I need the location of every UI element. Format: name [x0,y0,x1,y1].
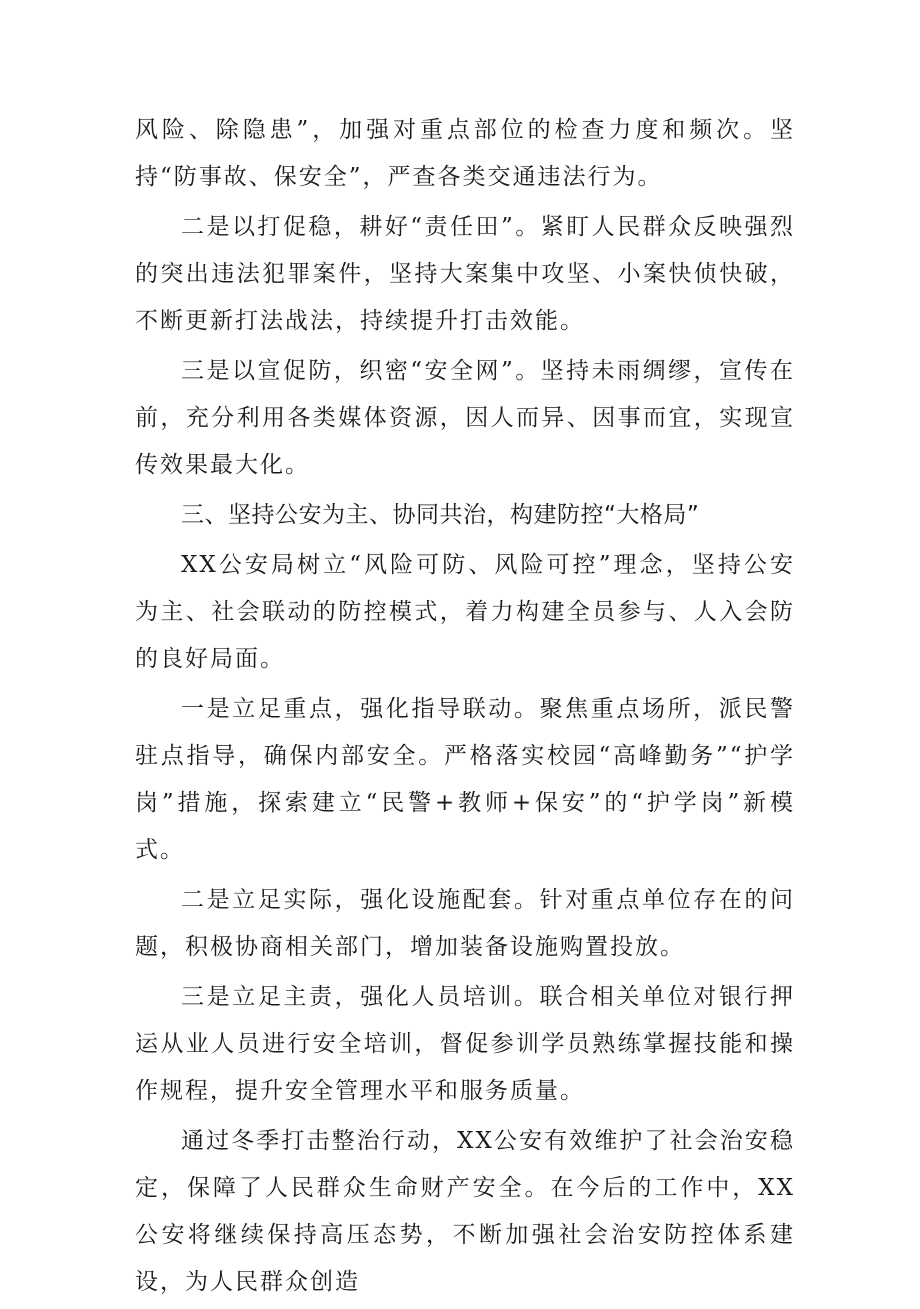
section-heading: 三、坚持公安为主、协同共治，构建防控“大格局” [181,502,700,528]
paragraph-conclusion: 通过冬季打击整治行动，XX公安有效维护了社会治安稳定，保障了人民群众生命财产安全。在今后的工作中，XX公安将继续保持高压态势，不断加强社会治安防控体系建设，为人民群众创造 [135,1128,795,1295]
paragraph-strike-to-stabilize: 二是以打促稳，耕好“责任田”。紧盯人民群众反映强烈的突出违法犯罪案件，坚持大案集中攻坚、小案快侦快破，不断更新打法战法，持续提升打击效能。 [135,214,795,334]
paragraph-publicity-prevention: 三是以宣促防，织密“安全网”。坚持未雨绸缪，宣传在前，充分利用各类媒体资源，因人而异、因事而宜，实现宣传效果最大化。 [135,358,795,478]
paragraph-continuation: 风险、除隐患”，加强对重点部位的检查力度和频次。坚持“防事故、保安全”，严查各类交通违法行为。 [135,117,795,190]
paragraph-facilities: 二是立足实际，强化设施配套。针对重点单位存在的问题，积极协商相关部门，增加装备设施购置投放。 [135,887,795,960]
paragraph-training: 三是立足主责，强化人员培训。联合相关单位对银行押运从业人员进行安全培训，督促参训学员熟练掌握技能和操作规程，提升安全管理水平和服务质量。 [135,984,795,1104]
paragraph-key-points: 一是立足重点，强化指导联动。聚焦重点场所，派民警驻点指导，确保内部安全。严格落实校园“高峰勤务”“护学岗”措施，探索建立“民警+教师+保安”的“护学岗”新模式。 [135,696,795,863]
paragraph-intro: XX公安局树立“风险可防、风险可控”理念，坚持公安为主、社会联动的防控模式，着力构建全员参与、人入会防的良好局面。 [135,552,795,672]
document-body [135,107,795,1309]
